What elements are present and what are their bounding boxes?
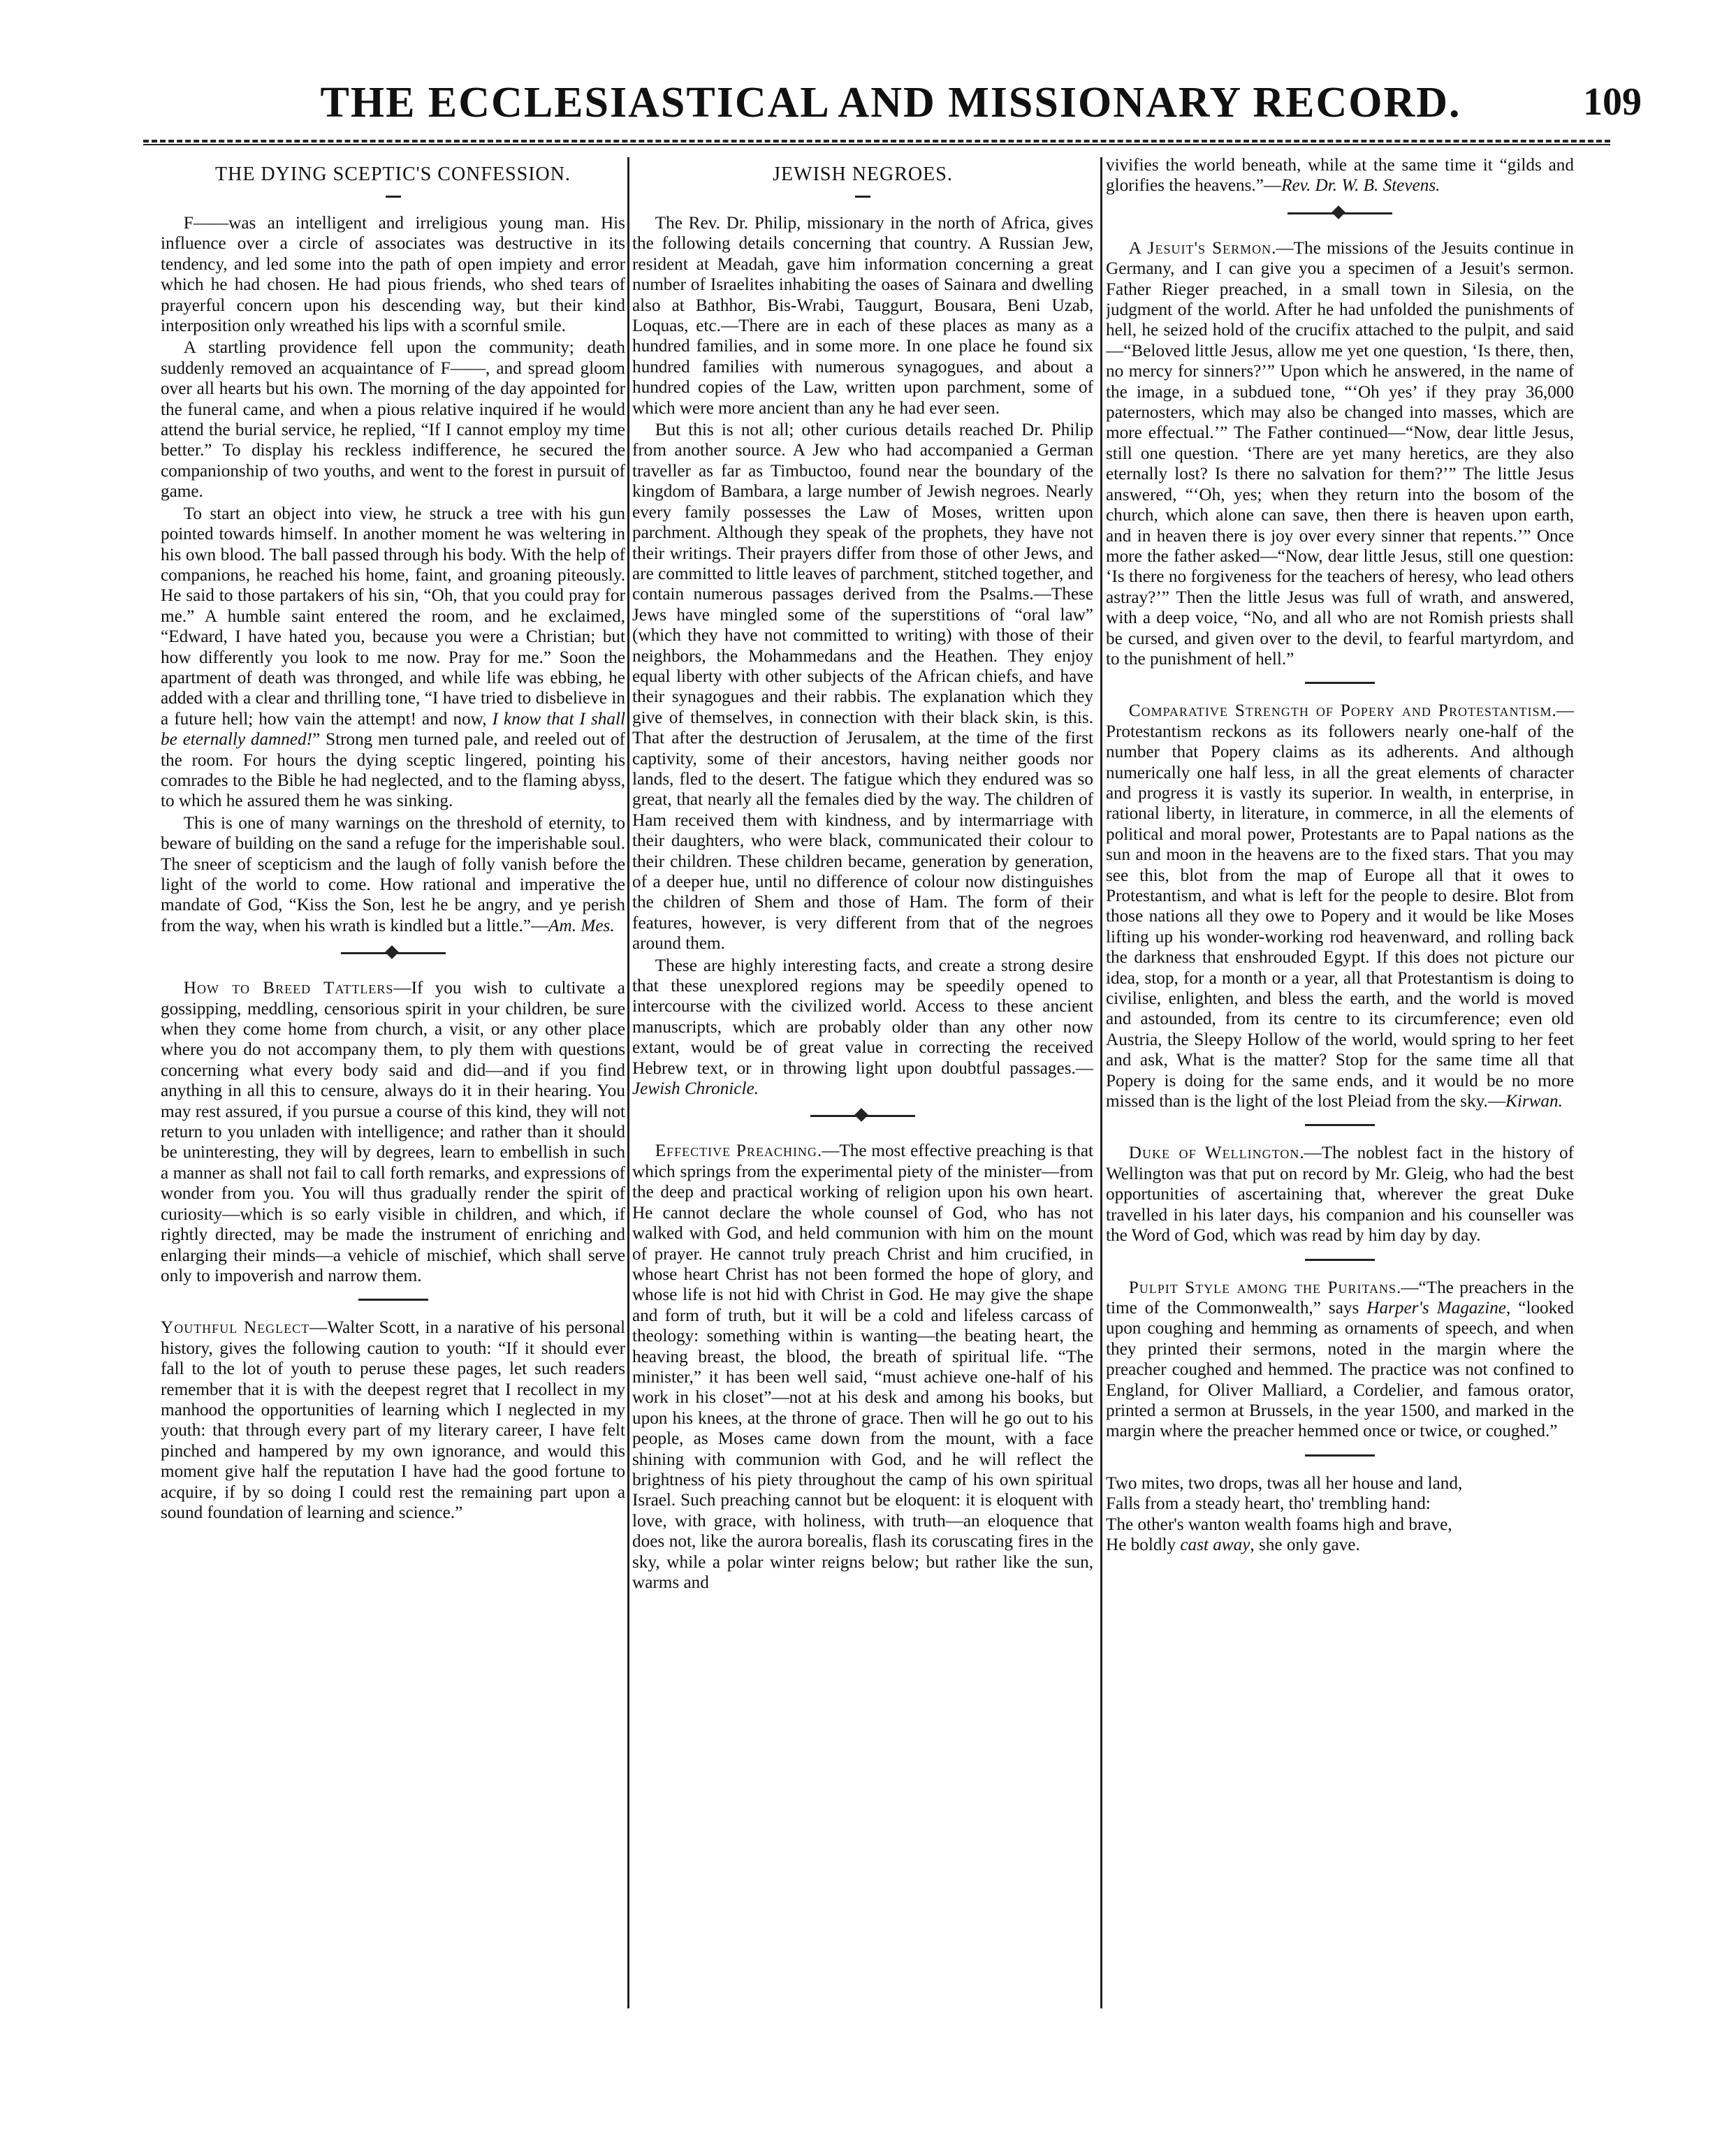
- section-rule: [358, 1299, 428, 1301]
- poem-line: Two mites, two drops, twas all her house and land,: [1106, 1473, 1463, 1493]
- ornamental-divider: [1288, 209, 1392, 217]
- article-heading-youthful: Youthful Neglect: [161, 1318, 310, 1338]
- paragraph-jesuit: A Jesuit's Sermon.—The missions of the Jesuits continue in Germany, and I can give you a specimen of a Jesuit's sermon. Father Rieger preached, in a small town in Silesia, on the judgment of the world. After he had unfolded the punishments of hell, he seized hold of the crucifix attached to the pulpit, and said—“Beloved little Jesus, allow me yet one question, ‘Is there, then, no mercy for sinners?’” Upon which he answered, in the name of the image, in a subdued tone, “‘Oh yes’ if they pray 36,000 paternosters, which may also be changed into masses, which are more effectual.’” The Father continued—“Now, dear little Jesus, still one question. ‘There are yet many heretics, are they also eternally lost? Is there no salvation for them?’” The little Jesus answered, “‘Oh, yes; when they return into the bosom of the church, which alone can save, then there is heaven upon earth, and in heaven there is joy over every sinner that repents.’” Once more the father asked—“Now, dear little Jesus, still one question: ‘Is there no forgiveness for the teachers of heresy, who lead others astray?’” Then the little Jesus was full of wrath, and answered, with a deep voice, “No, and all who are not Romish priests shall be cursed, and given over to the devil, to fearful martyrdom, and to the punishment of hell.”: [1106, 238, 1574, 669]
- paragraph: This is one of many warnings on the threshold of eternity, to beware of building on the sand a refuge for the imperishable soul. The sneer of scepticism and the laugh of folly vanish before the light of the world to come. How rational and imperative the mandate of God, “Kiss the Son, lest he be angry, and ye perish from the way, when his wrath is kindled but a little.”—Am. Mes.: [161, 813, 625, 935]
- column-2: [632, 155, 1093, 2013]
- column-rule-1: [627, 157, 629, 2008]
- poem-line: Falls from a steady heart, tho' trembling hand:: [1106, 1494, 1431, 1514]
- poem: [1106, 1473, 1574, 1556]
- poem-line: He boldly cast away, she only gave.: [1106, 1535, 1360, 1554]
- paragraph: F——was an intelligent and irreligious young man. His influence over a circle of associates was destructive in its tendency, and led some into the path of open impiety and error which he had chosen. He had pious friends, who shed tears of prayerful concern upon his descending way, but their kind interposition only wreathed his lips with a scornful smile.: [161, 214, 625, 336]
- paragraph-tattlers: How to Breed Tattlers—If you wish to cultivate a gossipping, meddling, censorious spirit in your children, be sure when they come home from church, a visit, or any other place where you do not accompany them, to ply them with questions concerning what every body said and did—and if you find anything in all this to censure, always do it in their hearing. You may rest assured, if you pursue a course of this kind, they will not return to you unladen with intelligence; and rather than it should be uninteresting, they will by degrees, learn to embellish in such a manner as shall not fail to call forth remarks, and expressions of wonder from you. You will thus gradually render the spirit of curiosity—which is so early visible in children, and which, if rightly directed, may be made the instrument of enriching and enlarging their minds—a vehicle of mischief, which shall serve only to impoverish and narrow them.: [161, 979, 625, 1285]
- article-heading-strength: Comparative Strength of Popery and Protestantism: [1128, 701, 1552, 721]
- page-number: 109: [1583, 80, 1642, 124]
- emphasis: I know that I shall be eternally damned!: [161, 709, 625, 750]
- paragraph: To start an object into view, he struck a tree with his gun pointed towards himself. In another moment he was weltering in his own blood. The ball passed through his body. With the help of companions, he reached his home, faint, and groaning piteously. He said to those partakers of his sin, “Oh, that you could pray for me.” A humble saint entered the room, and he exclaimed, “Edward, I have hated you, because you were a Christian; but how differently you look to me now. Pray for me.” Soon the apartment of death was thronged, and while life was ebbing, he added with a clear and thrilling tone, “I have tried to disbelieve in a future hell; how vain the attempt! and now, I know that I shall be eternally damned!” Strong men turned pale, and reeled out of the room. For hours the dying sceptic lingered, pointing his comrades to the Bible he had neglected, and to the flaming abyss, to which he assured them he was sinking.: [161, 504, 625, 811]
- paragraph: A startling providence fell upon the community; death suddenly removed an acquaintance of F——, and spread gloom over all hearts but his own. The morning of the day appointed for the funeral came, and when a pious relative inquired if he would attend the burial service, he replied, “If I cannot employ my time better.” To display his reckless indifference, he secured the companionship of two youths, and went to the forest in pursuit of game.: [161, 338, 625, 502]
- article-title-dying-sceptic: THE DYING SCEPTIC'S CONFESSION.: [215, 163, 571, 185]
- column-3: [1106, 155, 1574, 2013]
- paragraph-preaching: Effective Preaching.—The most effective preaching is that which springs from the experimental piety of the minister—from the deep and practical working of religion upon his own heart. He cannot declare the whole counsel of God, who has not walked with God, and held communion with him on the mount of prayer. He cannot truly preach Christ and him crucified, in whose heart Christ has not been formed the hope of glory, and whose life is not hid with Christ in God. He may give the shape and form of truth, but it will be a cold and lifeless carcass of theology: something within is wanting—the beating heart, the heaving breast, the blood, the breath of spiritual life. “The minister,” it has been well said, “must achieve one-half of his work in his closet”—not at his desk and among his books, but upon his knees, at the throne of grace. Then will he go out to his people, as Moses came down from the mount, with a face shining with communion with God, and he will reflect the brightness of his piety throughout the camp of his own spiritual Israel. Such preaching cannot but be eloquent: it is eloquent with love, with grace, with holiness, with truth—an eloquence that does not, like the aurora borealis, flash its coruscating fires in the sky, while a polar winter reigns below; but rather like the sun, warms and: [632, 1141, 1093, 1592]
- emphasis: cast away: [1180, 1535, 1250, 1554]
- section-rule: [1305, 1124, 1375, 1126]
- paragraph-youthful: Youthful Neglect—Walter Scott, in a narative of his personal history, gives the following caution to youth: “If it should ever fall to the lot of youth to peruse these pages, let such readers remember that it is with the deepest regret that I recollect in my manhood the opportunities of learning which I neglected in my youth: that through every part of my literary career, I have felt pinched and hampered by my own ignorance, and would this moment give half the reputation I have had the good fortune to acquire, if by so doing I could rest the remaining part upon a sound foundation of learning and science.”: [161, 1318, 625, 1522]
- emphasis: Harper's Magazine: [1366, 1298, 1506, 1318]
- paragraph-wellington: Duke of Wellington.—The noblest fact in the history of Wellington was that put on record by Mr. Gleig, who had the best opportunities of ascertaining that, wherever the great Duke travelled in his later days, his companion and his counseller was the Word of God, which was read by him day by day.: [1106, 1144, 1574, 1246]
- column-1: [161, 155, 625, 2013]
- paragraph-strength: Comparative Strength of Popery and Protestantism.—Protestantism reckons as its followers nearly one-half of the number that Popery claims as its adherents. And although numerically one half less, in all the great elements of character and progress it is vastly its superior. In wealth, in enterprise, in rational liberty, in literature, in commerce, in all the elements of political and moral power, Protestants are to Papal nations as the sun and moon in the heavens are to the fixed stars. That you may see this, blot from the map of Europe all that it owes to Protestantism, and what is left for the people to desire. Blot from those nations all they owe to Popery and it would be like Moses lifting up his wonder-working rod heavenward, and rolling back the darkness that enshrouded Egypt. If this does not picture our idea, stop, for a month or a year, all that Protestantism is doing to civilise, enlighten, and bless the earth, and the world is moved and astounded, from its centre to its circumference; even old Austria, the Sleepy Hollow of the world, would spring to her feet and ask, What is the matter? Stop for the same time all that Popery is doing for the same ends, and it would be no more missed than is the light of the lost Pleiad from the sky.—Kirwan.: [1106, 701, 1574, 1111]
- paragraph-pulpit: Pulpit Style among the Puritans.—“The preachers in the time of the Commonwealth,” says Harper's Magazine, “looked upon coughing and hemming as ornaments of speech, and when they printed their sermons, noted in the margin where the preacher coughed and hemmed. The practice was not confined to England, for Oliver Malliard, a Cordelier, and famous orator, printed a sermon at Brussels, in the year 1500, and marked in the margin where the preacher hemmed once or twice, or coughed.”: [1106, 1278, 1574, 1441]
- article-heading-preaching: Effective Preaching: [655, 1141, 817, 1161]
- masthead: [140, 78, 1642, 134]
- source-credit: Jewish Chronicle.: [632, 1079, 759, 1099]
- title-rule: [386, 196, 401, 198]
- poem-line: The other's wanton wealth foams high and brave,: [1106, 1515, 1452, 1534]
- header-rule: [143, 140, 1610, 145]
- article-title-jewish-negroes: JEWISH NEGROES.: [773, 163, 953, 185]
- source-credit: Rev. Dr. W. B. Stevens.: [1281, 176, 1440, 196]
- column-rule-2: [1100, 157, 1102, 2008]
- paragraph-continued: vivifies the world beneath, while at the same time it “gilds and glorifies the heavens.”—Rev. Dr. W. B. Stevens.: [1106, 156, 1574, 196]
- article-heading-pulpit: Pulpit Style among the Puritans: [1128, 1278, 1397, 1297]
- publication-title: THE ECCLESIASTICAL AND MISSIONARY RECORD.: [320, 79, 1461, 126]
- source-credit: Am. Mes.: [548, 916, 615, 935]
- section-rule: [1305, 682, 1375, 684]
- section-rule: [1305, 1454, 1375, 1457]
- ornamental-divider: [341, 949, 446, 957]
- article-heading-tattlers: How to Breed Tattlers: [183, 979, 394, 998]
- paragraph: But this is not all; other curious details reached Dr. Philip from another source. A Jew who had accompanied a German traveller as far as Timbuctoo, found near the boundary of the kingdom of Bambara, a large number of Jewish negroes. Nearly every family possesses the Law of Moses, written upon parchment. Although they speak of the prophets, they have not their writings. Their prayers differ from those of other Jews, and are committed to little leaves of parchment, stitched together, and contain numerous passages derived from the Psalms.—These Jews have mingled some of the superstitions of “oral law” (which they have not committed to writing) with those of their neighbors, the Mohammedans and the Heathen. They enjoy equal liberty with other subjects of the African chiefs, and have their synagogues and their rabbis. The explanation which they give of themselves, in connection with their black skin, is this. That after the destruction of Jerusalem, at the time of the first captivity, some of their ancestors, having neither goods nor lands, fled to the desert. The fatigue which they endured was so great, that nearly all the females died by the way. The children of Ham received them with kindness, and by intermarriage with their daughters, who were black, communicated their colour to their children. These children became, generation by generation, of a deeper hue, until no difference of colour now distinguishes the children of Shem and those of Ham. The form of their features, however, is very different from that of the negroes around them.: [632, 421, 1093, 954]
- section-rule: [1305, 1259, 1375, 1261]
- title-rule: [855, 196, 870, 198]
- ornamental-divider: [810, 1111, 915, 1120]
- paragraph: The Rev. Dr. Philip, missionary in the north of Africa, gives the following details concerning that country. A Russian Jew, resident at Meadah, gave him information concerning a great number of Israelites inhabiting the oases of Sainara and dwelling also at Bathhor, Bis-Wrabi, Tauggurt, Bousara, Beni Uzab, Loquas, etc.—There are in each of these places as many as a hundred families, and in some more. In one place he found six hundred families with numerous synagogues, and about a hundred copies of the Law, written upon parchment, some of which were more ancient than any he had ever seen.: [632, 214, 1093, 418]
- article-heading-jesuit: A Jesuit's Sermon: [1128, 238, 1272, 258]
- paragraph: These are highly interesting facts, and create a strong desire that these unexplored regions may be speedily opened to intercourse with the civilized world. Access to these ancient manuscripts, which are probably older than any other now extant, would be of great value in correcting the received Hebrew text, or in throwing light upon doubtful passages.—Jewish Chronicle.: [632, 956, 1093, 1099]
- article-heading-wellington: Duke of Wellington: [1128, 1144, 1300, 1163]
- source-credit: Kirwan.: [1505, 1092, 1563, 1111]
